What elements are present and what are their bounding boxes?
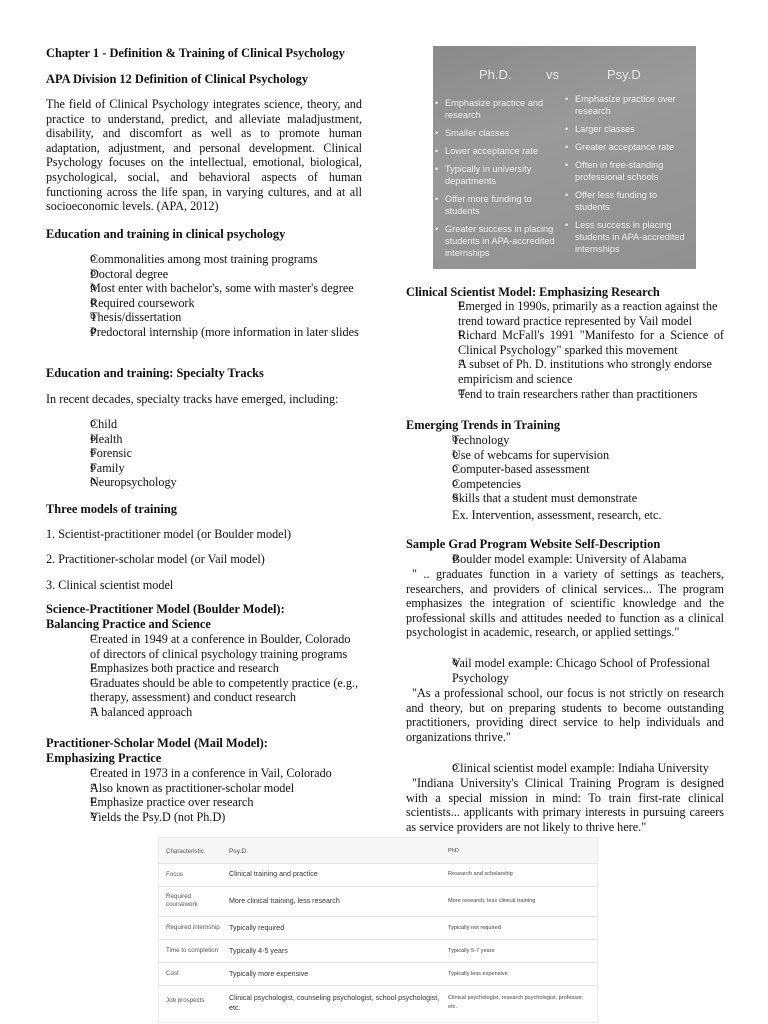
- edu-heading: Education and training in clinical psychology: [46, 227, 286, 241]
- apa-heading: APA Division 12 Definition of Clinical Psychology: [46, 72, 309, 86]
- list-item: • Greater acceptance rate: [565, 141, 693, 153]
- list-item: o Most enter with bachelor's, some with master's degree: [70, 281, 362, 296]
- list-item: o Required coursework: [70, 296, 362, 311]
- list-item: o Use of webcams for supervision: [430, 448, 724, 463]
- list-item: o Family: [70, 461, 362, 476]
- list-item: ▫ Emphasizes both practice and research: [70, 661, 362, 676]
- list-item: ▫ Emphasize practice over research: [70, 795, 362, 810]
- list-item: • Less success in placing students in APA-accredited internships: [565, 219, 693, 255]
- list-item: ▫ Graduates should be able to competently practice (e.g., therapy, assessment) and conduct research: [70, 676, 362, 705]
- list-item: o Computer-based assessment: [430, 462, 724, 477]
- boulder-heading: Science-Practitioner Model (Boulder Model): Balancing Practice and Science: [46, 602, 285, 631]
- trends-list: [430, 433, 724, 506]
- list-item: o Technology: [430, 433, 724, 448]
- boulder-list: [70, 632, 362, 720]
- table-row: Job prospects Clinical psychologist, counseling psychologist, school psychologist, etc. Clinical psychologist, research psychologist, professor, etc.: [166, 994, 584, 1012]
- cs-quote: "Indiana University's Clinical Training Program is designed with a special mission in mind: To train first-rate clinical scientists... applicants with primary interests in pursuing careers as service providers are not likely to thrive here.": [406, 776, 724, 834]
- list-item: o Clinical scientist model example: Indiaha University: [430, 761, 724, 776]
- header-psyd: Psy.D.: [229, 848, 248, 855]
- list-item: ▫ Emerged in 1990s, primarily as a reaction against the trend toward practice represented by Vail model: [438, 299, 724, 328]
- comparison-table: [158, 837, 598, 1023]
- chapter-title: Chapter 1 - Definition & Training of Clinical Psychology: [46, 46, 345, 60]
- edu-list: [70, 252, 362, 340]
- trends-example: Ex. Intervention, assessment, research, etc.: [452, 508, 662, 522]
- table-row: Focus Clinical training and practice Research and scholarship: [159, 863, 597, 887]
- list-item: o Commonalities among most training programs: [70, 252, 362, 267]
- list-item: • Greater success in placing students in APA-accredited internships: [435, 223, 561, 259]
- list-item: • Emphasize practice and research: [435, 97, 561, 121]
- model-1: 1. Scientist-practitioner model (or Boulder model): [46, 527, 292, 541]
- apa-paragraph: The field of Clinical Psychology integrates science, theory, and practice to understand, predict, and alleviate maladjustment, disability, and discomfort as well as to promote human adaptation, adjustment, and personal development. Clinical Psychology focuses on the intellectual, emotional, biological, psychological, social, and behavioral aspects of human functioning across the life span, in varying cultures, and at all socioeconomic levels. (APA, 2012): [46, 97, 362, 214]
- list-item: • Offer more funding to students: [435, 193, 561, 217]
- list-item: • Often in free-standing professional schools: [565, 159, 693, 183]
- list-item: ▫ Created in 1949 at a conference in Boulder, Colorado of directors of clinical psychology training programs: [70, 632, 362, 661]
- boulder-quote: " .. graduates function in a variety of settings as teachers, researchers, and providers of clinical services... The program emphasizes the integration of scientific knowledge and the professional skills and attitudes needed to function as a clinical psychologist in academic, research, or applied settings.": [406, 567, 724, 640]
- sample-heading: Sample Grad Program Website Self-Description: [406, 537, 661, 551]
- vail-example-list: [430, 656, 724, 685]
- boulder-example-list: [430, 552, 724, 567]
- models-heading: Three models of training: [46, 502, 177, 516]
- vail-list: [70, 766, 362, 824]
- list-item: ▫ A subset of Ph. D. institutions who strongly endorse empiricism and science: [438, 357, 724, 386]
- table-row: Cost Typically more expensive Typically less expensive: [159, 962, 597, 986]
- list-item: • Smaller classes: [435, 127, 561, 139]
- list-item: • Lower acceptance rate: [435, 145, 561, 157]
- psyd-list: [565, 93, 693, 255]
- model-2: 2. Practitioner-scholar model (or Vail model): [46, 552, 265, 566]
- list-item: ▫ Tend to train researchers rather than practitioners: [438, 387, 724, 402]
- cs-heading: Clinical Scientist Model: Emphasizing Research: [406, 285, 660, 299]
- tracks-heading: Education and training: Specialty Tracks: [46, 366, 264, 380]
- cs-example-list: [430, 761, 724, 776]
- phd-list: [435, 97, 561, 259]
- list-item: o Predoctoral internship (more information in later slides: [70, 325, 362, 340]
- list-item: ▫ Also known as practitioner-scholar model: [70, 781, 362, 796]
- list-item: ▫ Richard McFall's 1991 "Manifesto for a Science of Clinical Psychology" sparked this movement: [438, 328, 724, 357]
- list-item: o Forensic: [70, 446, 362, 461]
- list-item: o Doctoral degree: [70, 267, 362, 282]
- list-item: o Vail model example: Chicago School of Professional Psychology: [430, 656, 724, 685]
- table-header-row: [159, 838, 597, 864]
- tracks-intro: In recent decades, specialty tracks have emerged, including:: [46, 392, 339, 406]
- trends-heading: Emerging Trends in Training: [406, 418, 561, 432]
- list-item: ▫ Yields the Psy.D (not Ph.D): [70, 810, 362, 825]
- header-characteristic: Characteristic: [166, 848, 204, 855]
- list-item: o Thesis/dissertation: [70, 310, 362, 325]
- table-row: Required internship Typically required Typically not required: [159, 916, 597, 940]
- tracks-list: [70, 417, 362, 490]
- list-item: o Child: [70, 417, 362, 432]
- psyd-label: Psy.D: [607, 67, 641, 82]
- vs-label: vs: [546, 67, 559, 82]
- phd-vs-psyd-slide: [433, 46, 696, 269]
- model-3: 3. Clinical scientist model: [46, 578, 174, 592]
- list-item: o Neuropsychology: [70, 475, 362, 490]
- list-item: o Boulder model example: University of Alabama: [430, 552, 724, 567]
- cs-list: [438, 299, 724, 401]
- list-item: o Skills that a student must demonstrate: [430, 491, 724, 506]
- list-item: o Competencies: [430, 477, 724, 492]
- table-row: Required coursework More clinical training, less research More research, less clinical training: [159, 886, 597, 917]
- list-item: • Typically in university departments: [435, 163, 561, 187]
- phd-label: Ph.D.: [479, 67, 512, 82]
- vail-quote: "As a professional school, our focus is not strictly on research and theory, but on preparing students to become outstanding practitioners, providing direct service to help individuals and organizations thrive.": [406, 686, 724, 744]
- list-item: • Offer less funding to students: [565, 189, 693, 213]
- list-item: o Health: [70, 432, 362, 447]
- list-item: • Larger classes: [565, 123, 693, 135]
- table-row: Time to completion Typically 4-5 years Typically 5-7 years: [159, 939, 597, 963]
- header-phd: PhD: [448, 848, 459, 854]
- list-item: ▫ A balanced approach: [70, 705, 362, 720]
- vail-heading: Practitioner-Scholar Model (Mail Model): Emphasizing Practice: [46, 736, 268, 765]
- list-item: ▫ Created in 1973 in a conference in Vail, Colorado: [70, 766, 362, 781]
- list-item: • Emphasize practice over research: [565, 93, 693, 117]
